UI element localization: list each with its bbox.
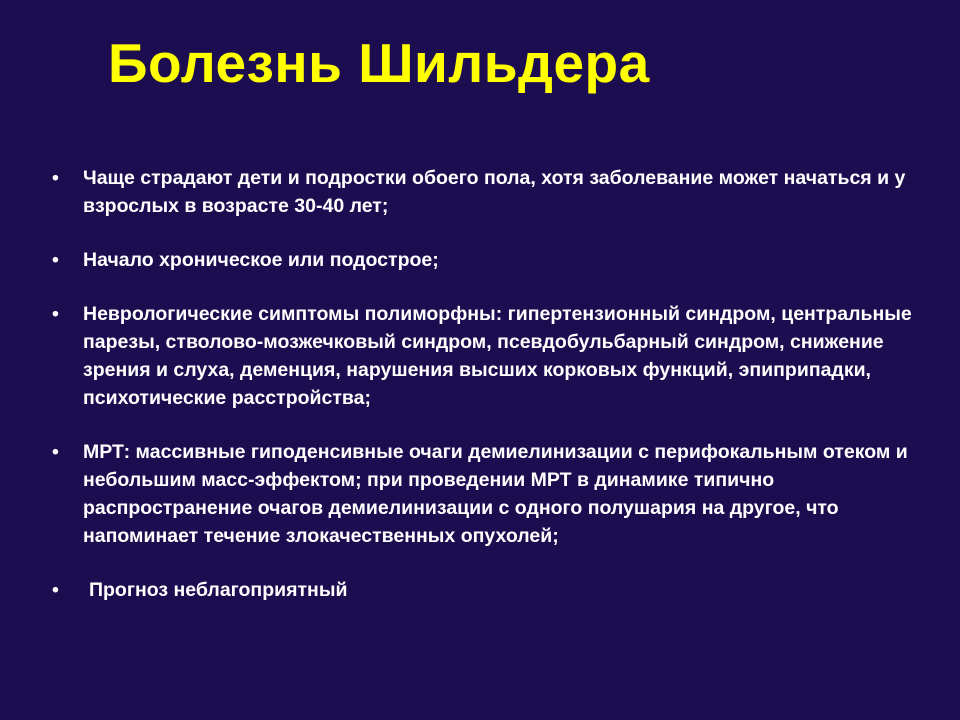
bullet-text: Чаще страдают дети и подростки обоего пола, хотя заболевание может начаться и у взрослых в возрасте 30-40 лет; [83,167,906,217]
bullet-dot-icon: • [52,303,59,325]
bullet-item [52,438,932,550]
bullet-text: Начало хроническое или подострое; [83,249,439,271]
bullet-dot-icon: • [52,249,59,271]
bullet-dot-icon: • [52,441,59,463]
bullet-text: МРТ: массивные гиподенсивные очаги демиелинизации с перифокальным отеком и небольшим масс-эффектом; при проведении МРТ в динамике типично распространение очагов демиелинизации с одного полушария на другое, что напоминает течение злокачественных опухолей; [83,441,908,547]
bullet-text: Прогноз неблагоприятный [89,579,348,601]
bullet-item [52,576,932,604]
bullet-dot-icon: • [52,579,59,601]
slide-title: Болезнь Шильдера [108,32,650,94]
bullet-item [52,164,932,220]
bullet-item [52,300,932,412]
bullet-list [52,164,932,604]
bullet-text: Неврологические симптомы полиморфны: гипертензионный синдром, центральные парезы, стволово-мозжечковый синдром, псевдобульбарный синдром, снижение зрения и слуха, деменция, нарушения высших корковых функций, эпиприпадки, психотические расстройства; [83,303,912,409]
bullet-dot-icon: • [52,167,59,189]
bullet-item [52,246,932,274]
